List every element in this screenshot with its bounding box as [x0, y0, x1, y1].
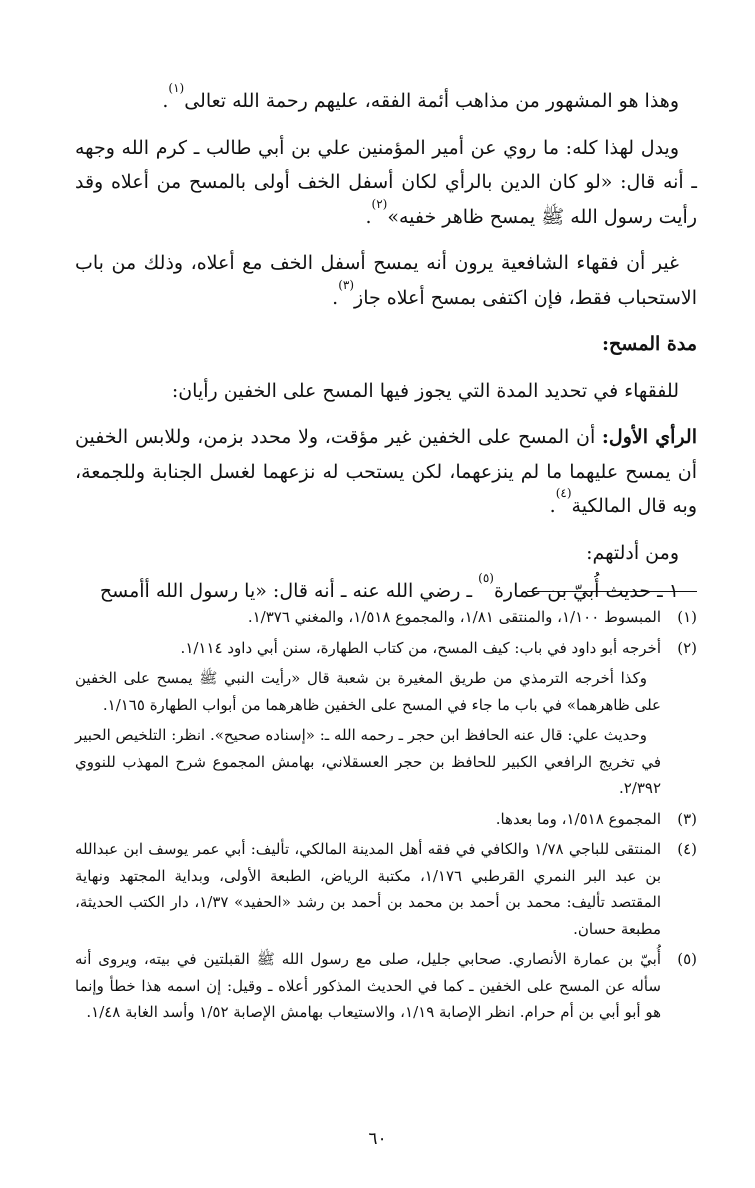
paragraph-2-end: .	[365, 205, 372, 228]
footnote-text: أخرجه أبو داود في باب: كيف المسح، من كتاب الطهارة، سنن أبي داود ١/١١٤.	[180, 638, 661, 657]
footnote-2-continued	[75, 665, 697, 718]
footnote-2-continued	[75, 722, 697, 802]
section-heading: مدة المسح:	[602, 333, 697, 355]
footnote-text: وحديث علي: قال عنه الحافظ ابن حجر ـ رحمه الله ـ: «إسناده صحيح». انظر: التلخيص الحبير في تخريج الرافعي الكبير للحافظ بن حجر العسقلاني، بهامش المجموع شرح المهذب للنووي ٢/٣٩٢.	[75, 726, 661, 797]
footnote-ref-1[interactable]: (١)	[168, 81, 185, 95]
footnote-ref-4[interactable]: (٤)	[555, 486, 572, 500]
footnote-text: وكذا أخرجه الترمذي من طريق المغيرة بن شعبة قال «رأيت النبي ﷺ يمسح على الخفين على ظاهرهما» في باب ما جاء في المسح على الخفين ظاهرهما من أبواب الطهارة ١/١٦٥.	[75, 669, 661, 714]
paragraph-5	[75, 420, 697, 524]
footnote-divider	[527, 591, 697, 592]
paragraph-3-end: .	[332, 286, 339, 309]
footnote-5	[75, 946, 697, 1026]
footnote-ref-2[interactable]: (٢)	[371, 196, 388, 211]
paragraph-2	[75, 131, 697, 235]
paragraph-7-end: ـ رضي الله عنه ـ أنه قال: «يا رسول الله أأمسح	[99, 580, 479, 602]
footnote-number: (٢)	[677, 638, 697, 657]
footnote-ref-5[interactable]: (٥)	[478, 571, 494, 585]
footnote-text: أُبيّ بن عمارة الأنصاري. صحابي جليل، صلى مع رسول الله ﷺ القبلتين في بيته، ويروى أنه سأله عن المسح على الخفين ـ كما في الحديث المذكور أعلاه ـ وقيل: إن اسمه هذا خطأ وإنما هو أبو أبي بن أم حرام. انظر الإصابة ١/١٩، والاستيعاب بهامش الإصابة ١/٥٢ وأسد الغابة ١/٤٨.	[75, 950, 661, 1021]
paragraph-3-text: غير أن فقهاء الشافعية يرون أنه يمسح أسفل الخف مع أعلاه، وذلك من باب الاستحباب فقط، فإن اكتفى بمسح أعلاه جاز	[75, 252, 697, 309]
paragraph-2-text: ويدل لهذا كله: ما روي عن أمير المؤمنين علي بن أبي طالب ـ كرم الله وجهه ـ أنه قال: «لو كان الدين بالرأي لكان أسفل الخف أولى بالمسح من أعلاه وقد رأيت رسول الله ﷺ يمسح ظاهر خفيه»	[75, 136, 697, 228]
paragraph-5-end: .	[549, 495, 556, 517]
footnote-4	[75, 836, 697, 942]
footnote-number: (١)	[677, 608, 697, 626]
footnote-text: المبسوط ١/١٠٠، والمنتقى ١/٨١، والمجموع ١/٥١٨، والمغني ١/٣٧٦.	[247, 608, 661, 626]
paragraph-1	[75, 81, 697, 119]
main-text	[75, 81, 697, 621]
footnote-number: (٥)	[677, 950, 697, 968]
footnote-number: (٤)	[677, 840, 697, 858]
footnote-3	[75, 806, 697, 833]
footnote-number: (٣)	[677, 809, 697, 828]
footnote-ref-3[interactable]: (٣)	[338, 277, 355, 292]
paragraph-1-end: .	[162, 90, 169, 112]
paragraph-5-text: أن المسح على الخفين غير مؤقت، ولا محدد بزمن، وللابس الخفين أن يمسح عليهما ما لم ينزعهما، لكن يستحب له نزعهما لغسل الجنابة وللجمعة، وبه قال المالكية	[75, 426, 697, 517]
paragraph-6: ومن أدلتهم:	[586, 541, 679, 564]
footnotes	[75, 604, 697, 1030]
paragraph-7-text: ١ ـ حديث أُبيّ بن عمارة	[493, 580, 679, 602]
footnote-2	[75, 635, 697, 662]
footnote-text: المنتقى للباجي ١/٧٨ والكافي في فقه أهل المدينة المالكي، تأليف: أبي عمر يوسف ابن عبدالله بن عبد البر النمري القرطبي ١/١٧٦، مكتبة الرياض، الطبعة الأولى، وبداية المجتهد ونهاية المقتصد تأليف: محمد بن أحمد بن محمد بن أحمد بن رشد «الحفيد» ١/٣٧، دار الكتب الحديثة، مطبعة حسان.	[75, 840, 662, 938]
footnote-1	[75, 604, 697, 631]
footnote-text: المجموع ١/٥١٨، وما بعدها.	[495, 809, 661, 828]
paragraph-4: للفقهاء في تحديد المدة التي يجوز فيها المسح على الخفين رأيان:	[171, 379, 679, 402]
paragraph-3	[75, 246, 697, 315]
first-opinion-label: الرأي الأول:	[601, 426, 697, 448]
page-number: ٦٠	[368, 1129, 387, 1149]
paragraph-1-text: وهذا هو المشهور من مذاهب أئمة الفقه، عليهم رحمة الله تعالى	[184, 90, 679, 112]
